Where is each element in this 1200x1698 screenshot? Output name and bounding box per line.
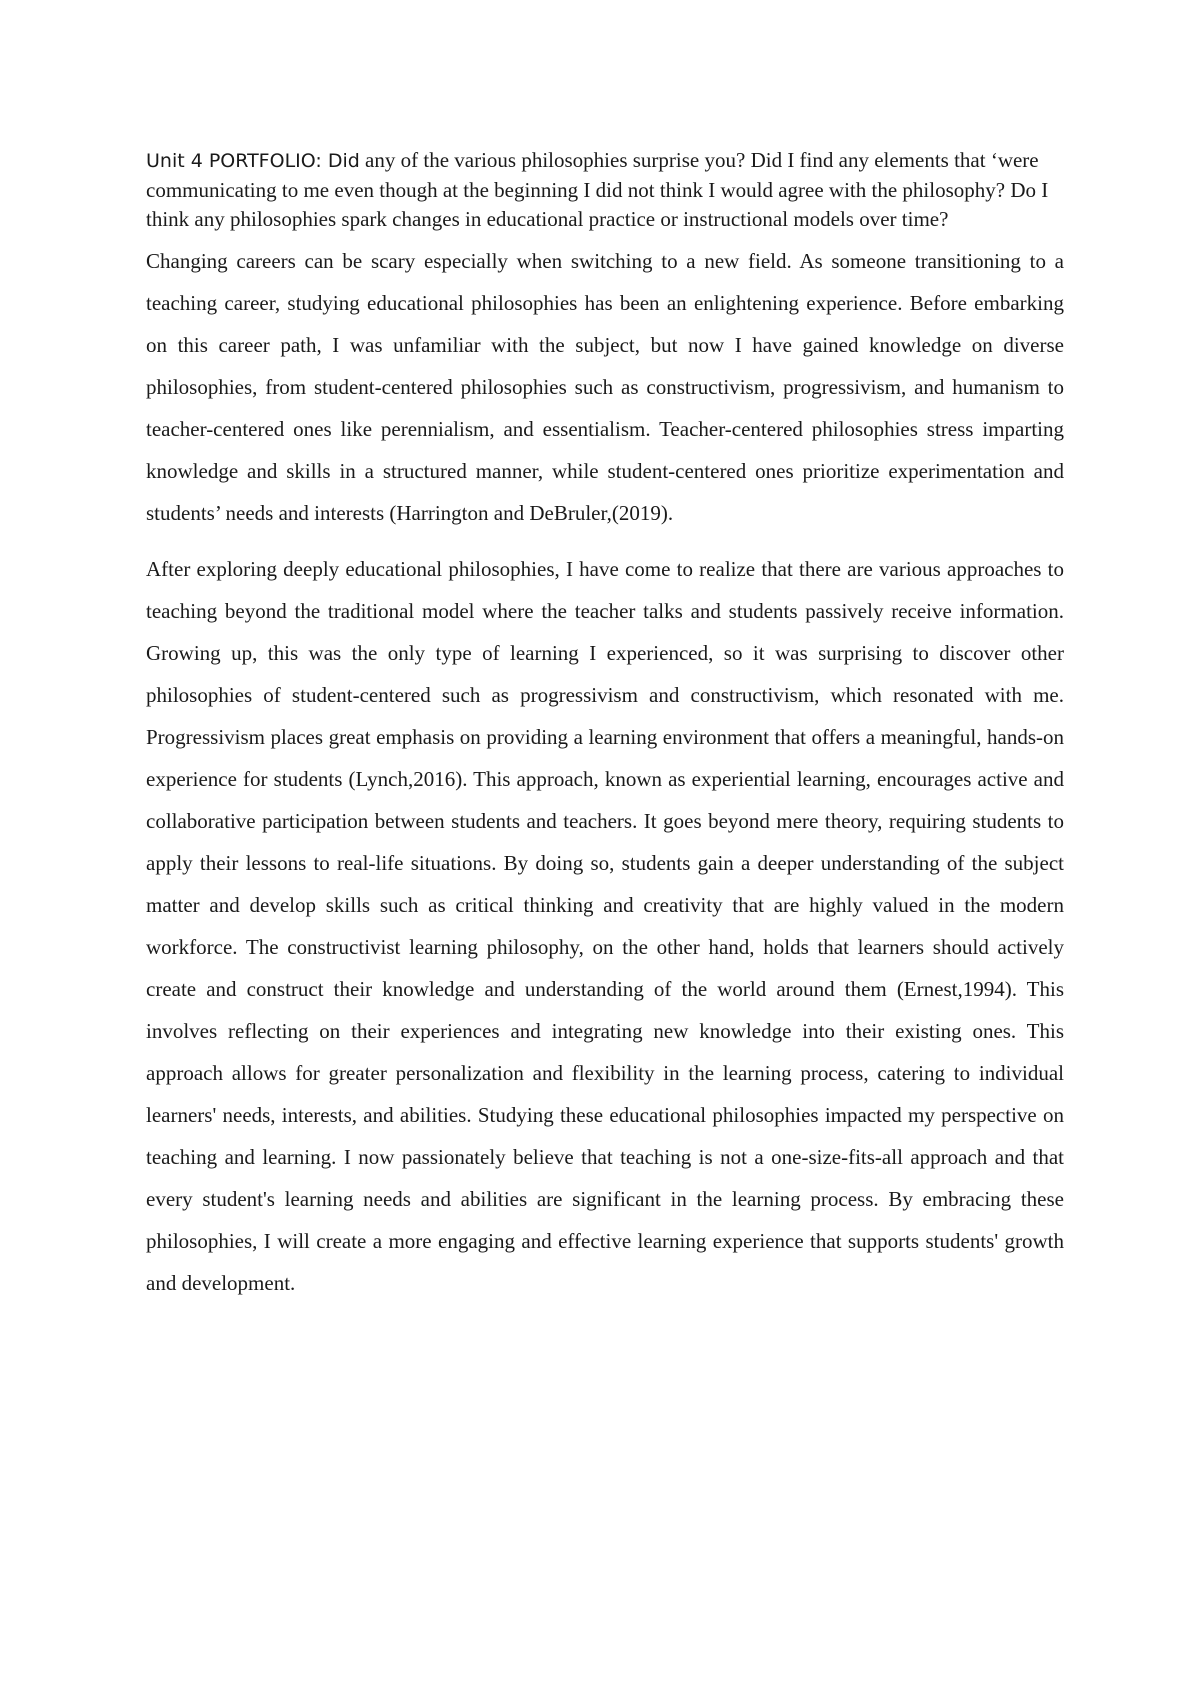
portfolio-prompt bbox=[146, 146, 1064, 234]
paragraph-career-change: Changing careers can be scary especially when switching to a new field. As someone transitioning to a teaching career, studying educational philosophies has been an enlightening experience. Before embarking on this career path, I was unfamiliar with the subject, but now I have gained knowledge on diverse philosophies, from student-centered philosophies such as constructivism, progressivism, and humanism to teacher-centered ones like perennialism, and essentialism. Teacher-centered philosophies stress imparting knowledge and skills in a structured manner, while student-centered ones prioritize experimentation and students’ needs and interests (Harrington and DeBruler,(2019). bbox=[146, 249, 1064, 525]
prompt-lead-text: Unit 4 PORTFOLIO: Did bbox=[146, 150, 360, 172]
prompt-question-text: any of the various philosophies surprise you? Did I find any elements that ‘were communicating to me even though at the beginning I did not think I would agree with the philosophy? Do I think any philosophies spark changes in educational practice or instructional models over time? bbox=[146, 148, 1049, 231]
paragraph-philosophies-reflection: After exploring deeply educational philosophies, I have come to realize that there are various approaches to teaching beyond the traditional model where the teacher talks and students passively receive information. Growing up, this was the only type of learning I experienced, so it was surprising to discover other philosophies of student-centered such as progressivism and constructivism, which resonated with me. Progressivism places great emphasis on providing a learning environment that offers a meaningful, hands-on experience for students (Lynch,2016). This approach, known as experiential learning, encourages active and collaborative participation between students and teachers. It goes beyond mere theory, requiring students to apply their lessons to real-life situations. By doing so, students gain a deeper understanding of the subject matter and develop skills such as critical thinking and creativity that are highly valued in the modern workforce. The constructivist learning philosophy, on the other hand, holds that learners should actively create and construct their knowledge and understanding of the world around them (Ernest,1994). This involves reflecting on their experiences and integrating new knowledge into their existing ones. This approach allows for greater personalization and flexibility in the learning process, catering to individual learners' needs, interests, and abilities. Studying these educational philosophies impacted my perspective on teaching and learning. I now passionately believe that teaching is not a one-size-fits-all approach and that every student's learning needs and abilities are significant in the learning process. By embracing these philosophies, I will create a more engaging and effective learning experience that supports students' growth and development. bbox=[146, 557, 1064, 1295]
document-body bbox=[146, 146, 1064, 1304]
